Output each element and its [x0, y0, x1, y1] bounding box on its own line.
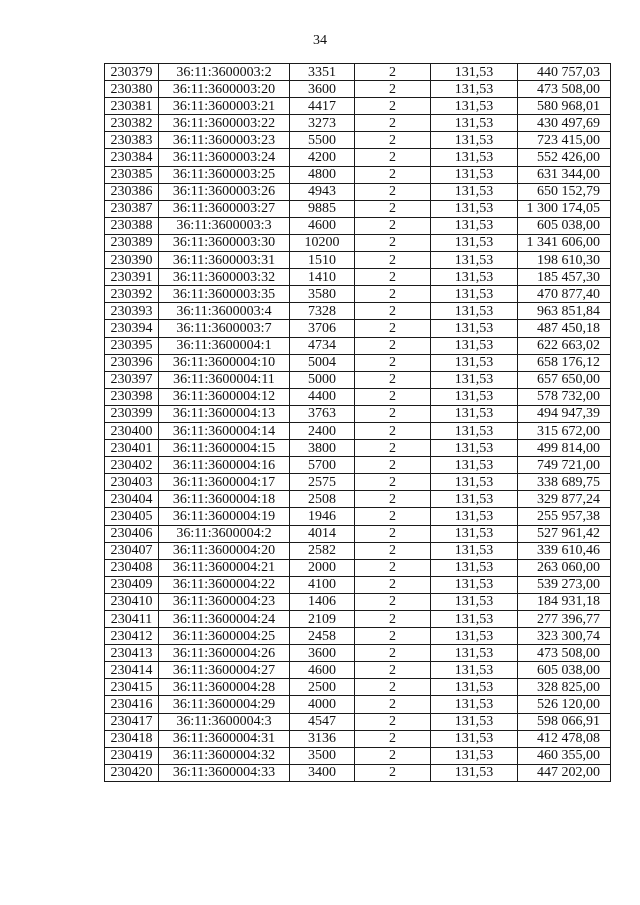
- cadastral-number-cell: 36:11:3600004:20: [159, 542, 290, 559]
- area-cell: 3136: [290, 730, 355, 747]
- value-cell: 578 732,00: [518, 388, 611, 405]
- rate-cell: 131,53: [431, 611, 518, 628]
- rate-cell: 131,53: [431, 713, 518, 730]
- class-cell: 2: [355, 508, 431, 525]
- cadastral-number-cell: 36:11:3600004:13: [159, 405, 290, 422]
- class-cell: 2: [355, 679, 431, 696]
- class-cell: 2: [355, 98, 431, 115]
- value-cell: 328 825,00: [518, 679, 611, 696]
- value-cell: 526 120,00: [518, 696, 611, 713]
- cadastral-number-cell: 36:11:3600004:14: [159, 422, 290, 439]
- value-cell: 963 851,84: [518, 303, 611, 320]
- cadastral-number-cell: 36:11:3600003:22: [159, 115, 290, 132]
- row-id-cell: 230391: [105, 269, 159, 286]
- cadastral-number-cell: 36:11:3600003:31: [159, 252, 290, 269]
- value-cell: 255 957,38: [518, 508, 611, 525]
- class-cell: 2: [355, 269, 431, 286]
- table-row: [105, 337, 611, 354]
- class-cell: 2: [355, 303, 431, 320]
- area-cell: 2508: [290, 491, 355, 508]
- table-row: [105, 132, 611, 149]
- rate-cell: 131,53: [431, 542, 518, 559]
- class-cell: 2: [355, 371, 431, 388]
- table-row: [105, 696, 611, 713]
- area-cell: 4200: [290, 149, 355, 166]
- class-cell: 2: [355, 559, 431, 576]
- area-cell: 3706: [290, 320, 355, 337]
- row-id-cell: 230379: [105, 64, 159, 81]
- table-row: [105, 662, 611, 679]
- row-id-cell: 230389: [105, 234, 159, 251]
- table-row: [105, 81, 611, 98]
- table-row: [105, 286, 611, 303]
- table-row: [105, 457, 611, 474]
- value-cell: 499 814,00: [518, 440, 611, 457]
- table-row: [105, 576, 611, 593]
- value-cell: 338 689,75: [518, 474, 611, 491]
- cadastral-number-cell: 36:11:3600004:18: [159, 491, 290, 508]
- rate-cell: 131,53: [431, 422, 518, 439]
- value-cell: 527 961,42: [518, 525, 611, 542]
- row-id-cell: 230415: [105, 679, 159, 696]
- area-cell: 3800: [290, 440, 355, 457]
- rate-cell: 131,53: [431, 730, 518, 747]
- area-cell: 2109: [290, 611, 355, 628]
- table-row: [105, 559, 611, 576]
- class-cell: 2: [355, 474, 431, 491]
- area-cell: 3580: [290, 286, 355, 303]
- cadastral-number-cell: 36:11:3600003:32: [159, 269, 290, 286]
- value-cell: 605 038,00: [518, 662, 611, 679]
- area-cell: 4943: [290, 183, 355, 200]
- cadastral-number-cell: 36:11:3600003:4: [159, 303, 290, 320]
- cadastral-number-cell: 36:11:3600003:27: [159, 200, 290, 217]
- land-parcel-table: [104, 63, 611, 782]
- table-body: [105, 64, 611, 782]
- value-cell: 598 066,91: [518, 713, 611, 730]
- class-cell: 2: [355, 628, 431, 645]
- row-id-cell: 230401: [105, 440, 159, 457]
- cadastral-number-cell: 36:11:3600003:23: [159, 132, 290, 149]
- area-cell: 4600: [290, 217, 355, 234]
- class-cell: 2: [355, 64, 431, 81]
- row-id-cell: 230386: [105, 183, 159, 200]
- cadastral-number-cell: 36:11:3600004:17: [159, 474, 290, 491]
- class-cell: 2: [355, 730, 431, 747]
- rate-cell: 131,53: [431, 337, 518, 354]
- row-id-cell: 230402: [105, 457, 159, 474]
- rate-cell: 131,53: [431, 491, 518, 508]
- class-cell: 2: [355, 81, 431, 98]
- value-cell: 263 060,00: [518, 559, 611, 576]
- area-cell: 4547: [290, 713, 355, 730]
- rate-cell: 131,53: [431, 286, 518, 303]
- area-cell: 4000: [290, 696, 355, 713]
- area-cell: 9885: [290, 200, 355, 217]
- row-id-cell: 230384: [105, 149, 159, 166]
- area-cell: 3600: [290, 81, 355, 98]
- value-cell: 460 355,00: [518, 747, 611, 764]
- row-id-cell: 230396: [105, 354, 159, 371]
- class-cell: 2: [355, 611, 431, 628]
- row-id-cell: 230394: [105, 320, 159, 337]
- table-row: [105, 593, 611, 610]
- rate-cell: 131,53: [431, 474, 518, 491]
- rate-cell: 131,53: [431, 645, 518, 662]
- class-cell: 2: [355, 183, 431, 200]
- table-row: [105, 149, 611, 166]
- rate-cell: 131,53: [431, 593, 518, 610]
- area-cell: 3763: [290, 405, 355, 422]
- value-cell: 329 877,24: [518, 491, 611, 508]
- area-cell: 4417: [290, 98, 355, 115]
- row-id-cell: 230409: [105, 576, 159, 593]
- area-cell: 4734: [290, 337, 355, 354]
- area-cell: 4100: [290, 576, 355, 593]
- rate-cell: 131,53: [431, 64, 518, 81]
- cadastral-number-cell: 36:11:3600004:15: [159, 440, 290, 457]
- cadastral-number-cell: 36:11:3600003:35: [159, 286, 290, 303]
- table-row: [105, 764, 611, 781]
- cadastral-number-cell: 36:11:3600003:24: [159, 149, 290, 166]
- area-cell: 3500: [290, 747, 355, 764]
- table-row: [105, 320, 611, 337]
- rate-cell: 131,53: [431, 559, 518, 576]
- rate-cell: 131,53: [431, 200, 518, 217]
- class-cell: 2: [355, 388, 431, 405]
- table-row: [105, 354, 611, 371]
- row-id-cell: 230393: [105, 303, 159, 320]
- row-id-cell: 230411: [105, 611, 159, 628]
- rate-cell: 131,53: [431, 747, 518, 764]
- area-cell: 4600: [290, 662, 355, 679]
- cadastral-number-cell: 36:11:3600004:3: [159, 713, 290, 730]
- cadastral-number-cell: 36:11:3600004:33: [159, 764, 290, 781]
- class-cell: 2: [355, 645, 431, 662]
- area-cell: 2500: [290, 679, 355, 696]
- area-cell: 1410: [290, 269, 355, 286]
- area-cell: 4800: [290, 166, 355, 183]
- rate-cell: 131,53: [431, 132, 518, 149]
- rate-cell: 131,53: [431, 303, 518, 320]
- area-cell: 7328: [290, 303, 355, 320]
- value-cell: 749 721,00: [518, 457, 611, 474]
- table-row: [105, 98, 611, 115]
- cadastral-number-cell: 36:11:3600004:25: [159, 628, 290, 645]
- rate-cell: 131,53: [431, 696, 518, 713]
- table-row: [105, 542, 611, 559]
- table-row: [105, 405, 611, 422]
- class-cell: 2: [355, 115, 431, 132]
- cadastral-number-cell: 36:11:3600004:11: [159, 371, 290, 388]
- row-id-cell: 230390: [105, 252, 159, 269]
- table-row: [105, 166, 611, 183]
- value-cell: 487 450,18: [518, 320, 611, 337]
- value-cell: 622 663,02: [518, 337, 611, 354]
- row-id-cell: 230397: [105, 371, 159, 388]
- row-id-cell: 230399: [105, 405, 159, 422]
- class-cell: 2: [355, 405, 431, 422]
- class-cell: 2: [355, 286, 431, 303]
- value-cell: 552 426,00: [518, 149, 611, 166]
- class-cell: 2: [355, 422, 431, 439]
- cadastral-number-cell: 36:11:3600004:10: [159, 354, 290, 371]
- rate-cell: 131,53: [431, 98, 518, 115]
- cadastral-number-cell: 36:11:3600004:22: [159, 576, 290, 593]
- rate-cell: 131,53: [431, 320, 518, 337]
- rate-cell: 131,53: [431, 234, 518, 251]
- cadastral-number-cell: 36:11:3600003:7: [159, 320, 290, 337]
- table-row: [105, 628, 611, 645]
- area-cell: 4400: [290, 388, 355, 405]
- area-cell: 5004: [290, 354, 355, 371]
- table-row: [105, 115, 611, 132]
- value-cell: 412 478,08: [518, 730, 611, 747]
- value-cell: 657 650,00: [518, 371, 611, 388]
- table-row: [105, 269, 611, 286]
- class-cell: 2: [355, 320, 431, 337]
- cadastral-number-cell: 36:11:3600004:1: [159, 337, 290, 354]
- rate-cell: 131,53: [431, 576, 518, 593]
- table-row: [105, 200, 611, 217]
- value-cell: 650 152,79: [518, 183, 611, 200]
- rate-cell: 131,53: [431, 764, 518, 781]
- table-row: [105, 234, 611, 251]
- row-id-cell: 230406: [105, 525, 159, 542]
- area-cell: 2582: [290, 542, 355, 559]
- value-cell: 723 415,00: [518, 132, 611, 149]
- row-id-cell: 230388: [105, 217, 159, 234]
- value-cell: 605 038,00: [518, 217, 611, 234]
- cadastral-number-cell: 36:11:3600004:16: [159, 457, 290, 474]
- table-row: [105, 64, 611, 81]
- class-cell: 2: [355, 166, 431, 183]
- value-cell: 580 968,01: [518, 98, 611, 115]
- row-id-cell: 230416: [105, 696, 159, 713]
- area-cell: 5500: [290, 132, 355, 149]
- table-row: [105, 303, 611, 320]
- row-id-cell: 230398: [105, 388, 159, 405]
- rate-cell: 131,53: [431, 405, 518, 422]
- table-row: [105, 422, 611, 439]
- table-row: [105, 525, 611, 542]
- cadastral-number-cell: 36:11:3600004:23: [159, 593, 290, 610]
- value-cell: 658 176,12: [518, 354, 611, 371]
- row-id-cell: 230407: [105, 542, 159, 559]
- area-cell: 4014: [290, 525, 355, 542]
- row-id-cell: 230381: [105, 98, 159, 115]
- class-cell: 2: [355, 747, 431, 764]
- class-cell: 2: [355, 132, 431, 149]
- area-cell: 3351: [290, 64, 355, 81]
- rate-cell: 131,53: [431, 183, 518, 200]
- row-id-cell: 230380: [105, 81, 159, 98]
- value-cell: 339 610,46: [518, 542, 611, 559]
- value-cell: 315 672,00: [518, 422, 611, 439]
- rate-cell: 131,53: [431, 440, 518, 457]
- value-cell: 631 344,00: [518, 166, 611, 183]
- class-cell: 2: [355, 234, 431, 251]
- rate-cell: 131,53: [431, 628, 518, 645]
- class-cell: 2: [355, 217, 431, 234]
- row-id-cell: 230383: [105, 132, 159, 149]
- row-id-cell: 230382: [105, 115, 159, 132]
- class-cell: 2: [355, 149, 431, 166]
- table-row: [105, 252, 611, 269]
- row-id-cell: 230410: [105, 593, 159, 610]
- cadastral-number-cell: 36:11:3600004:32: [159, 747, 290, 764]
- area-cell: 3400: [290, 764, 355, 781]
- rate-cell: 131,53: [431, 149, 518, 166]
- value-cell: 185 457,30: [518, 269, 611, 286]
- cadastral-number-cell: 36:11:3600004:12: [159, 388, 290, 405]
- rate-cell: 131,53: [431, 525, 518, 542]
- rate-cell: 131,53: [431, 166, 518, 183]
- cadastral-number-cell: 36:11:3600004:2: [159, 525, 290, 542]
- class-cell: 2: [355, 440, 431, 457]
- value-cell: 430 497,69: [518, 115, 611, 132]
- row-id-cell: 230395: [105, 337, 159, 354]
- area-cell: 3600: [290, 645, 355, 662]
- area-cell: 2400: [290, 422, 355, 439]
- table-row: [105, 679, 611, 696]
- area-cell: 2000: [290, 559, 355, 576]
- class-cell: 2: [355, 713, 431, 730]
- value-cell: 539 273,00: [518, 576, 611, 593]
- table-row: [105, 730, 611, 747]
- area-cell: 5000: [290, 371, 355, 388]
- table-row: [105, 440, 611, 457]
- class-cell: 2: [355, 525, 431, 542]
- cadastral-number-cell: 36:11:3600004:31: [159, 730, 290, 747]
- row-id-cell: 230420: [105, 764, 159, 781]
- cadastral-number-cell: 36:11:3600004:28: [159, 679, 290, 696]
- value-cell: 470 877,40: [518, 286, 611, 303]
- class-cell: 2: [355, 576, 431, 593]
- cadastral-number-cell: 36:11:3600004:26: [159, 645, 290, 662]
- table-row: [105, 371, 611, 388]
- rate-cell: 131,53: [431, 388, 518, 405]
- row-id-cell: 230414: [105, 662, 159, 679]
- rate-cell: 131,53: [431, 217, 518, 234]
- rate-cell: 131,53: [431, 508, 518, 525]
- rate-cell: 131,53: [431, 662, 518, 679]
- rate-cell: 131,53: [431, 679, 518, 696]
- area-cell: 1510: [290, 252, 355, 269]
- row-id-cell: 230404: [105, 491, 159, 508]
- row-id-cell: 230385: [105, 166, 159, 183]
- row-id-cell: 230417: [105, 713, 159, 730]
- cadastral-number-cell: 36:11:3600003:25: [159, 166, 290, 183]
- cadastral-number-cell: 36:11:3600003:30: [159, 234, 290, 251]
- rate-cell: 131,53: [431, 371, 518, 388]
- table-row: [105, 747, 611, 764]
- cadastral-number-cell: 36:11:3600003:3: [159, 217, 290, 234]
- cadastral-number-cell: 36:11:3600004:29: [159, 696, 290, 713]
- row-id-cell: 230392: [105, 286, 159, 303]
- value-cell: 494 947,39: [518, 405, 611, 422]
- class-cell: 2: [355, 593, 431, 610]
- table-row: [105, 713, 611, 730]
- class-cell: 2: [355, 662, 431, 679]
- table-row: [105, 611, 611, 628]
- class-cell: 2: [355, 491, 431, 508]
- value-cell: 323 300,74: [518, 628, 611, 645]
- class-cell: 2: [355, 252, 431, 269]
- page-number: 34: [313, 33, 327, 48]
- class-cell: 2: [355, 457, 431, 474]
- table-row: [105, 474, 611, 491]
- area-cell: 1946: [290, 508, 355, 525]
- cadastral-number-cell: 36:11:3600003:26: [159, 183, 290, 200]
- class-cell: 2: [355, 764, 431, 781]
- cadastral-number-cell: 36:11:3600003:2: [159, 64, 290, 81]
- rate-cell: 131,53: [431, 252, 518, 269]
- rate-cell: 131,53: [431, 269, 518, 286]
- area-cell: 1406: [290, 593, 355, 610]
- value-cell: 473 508,00: [518, 645, 611, 662]
- area-cell: 2458: [290, 628, 355, 645]
- area-cell: 10200: [290, 234, 355, 251]
- value-cell: 1 300 174,05: [518, 200, 611, 217]
- row-id-cell: 230413: [105, 645, 159, 662]
- value-cell: 277 396,77: [518, 611, 611, 628]
- rate-cell: 131,53: [431, 115, 518, 132]
- row-id-cell: 230405: [105, 508, 159, 525]
- class-cell: 2: [355, 354, 431, 371]
- cadastral-number-cell: 36:11:3600004:19: [159, 508, 290, 525]
- value-cell: 440 757,03: [518, 64, 611, 81]
- row-id-cell: 230419: [105, 747, 159, 764]
- table-row: [105, 217, 611, 234]
- area-cell: 3273: [290, 115, 355, 132]
- cadastral-number-cell: 36:11:3600004:21: [159, 559, 290, 576]
- area-cell: 2575: [290, 474, 355, 491]
- row-id-cell: 230403: [105, 474, 159, 491]
- area-cell: 5700: [290, 457, 355, 474]
- table-row: [105, 388, 611, 405]
- cadastral-number-cell: 36:11:3600003:20: [159, 81, 290, 98]
- class-cell: 2: [355, 337, 431, 354]
- value-cell: 198 610,30: [518, 252, 611, 269]
- class-cell: 2: [355, 542, 431, 559]
- rate-cell: 131,53: [431, 81, 518, 98]
- row-id-cell: 230418: [105, 730, 159, 747]
- value-cell: 447 202,00: [518, 764, 611, 781]
- table-row: [105, 183, 611, 200]
- rate-cell: 131,53: [431, 354, 518, 371]
- table-row: [105, 508, 611, 525]
- row-id-cell: 230412: [105, 628, 159, 645]
- value-cell: 1 341 606,00: [518, 234, 611, 251]
- rate-cell: 131,53: [431, 457, 518, 474]
- row-id-cell: 230387: [105, 200, 159, 217]
- cadastral-number-cell: 36:11:3600004:24: [159, 611, 290, 628]
- table-row: [105, 645, 611, 662]
- value-cell: 184 931,18: [518, 593, 611, 610]
- cadastral-number-cell: 36:11:3600003:21: [159, 98, 290, 115]
- value-cell: 473 508,00: [518, 81, 611, 98]
- class-cell: 2: [355, 696, 431, 713]
- row-id-cell: 230408: [105, 559, 159, 576]
- table-row: [105, 491, 611, 508]
- class-cell: 2: [355, 200, 431, 217]
- cadastral-number-cell: 36:11:3600004:27: [159, 662, 290, 679]
- row-id-cell: 230400: [105, 422, 159, 439]
